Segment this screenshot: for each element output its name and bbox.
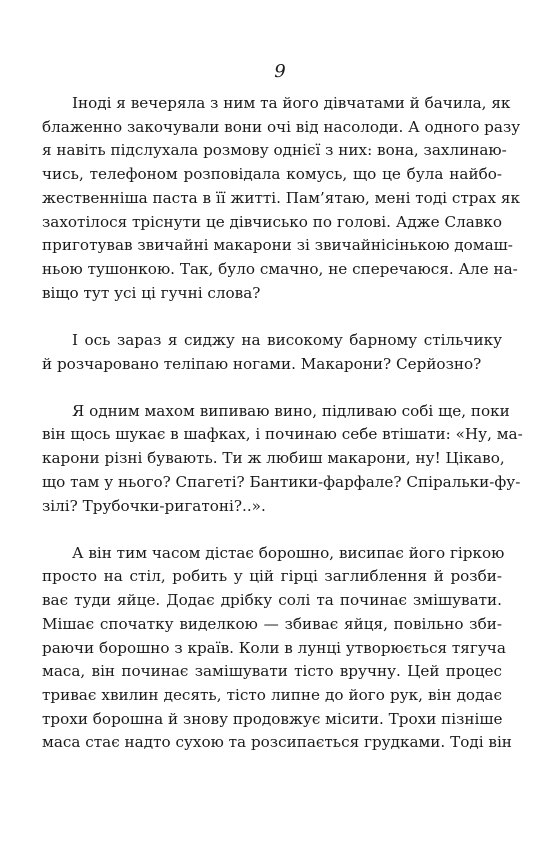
text-line: раючи борошно з країв. Коли в лунці утворюється тягуча bbox=[42, 638, 506, 657]
text-line: Мішає спочатку виделкою — збиває яйця, повільно зби- bbox=[42, 614, 502, 633]
page-number: 9 bbox=[274, 61, 286, 82]
text-line: ває туди яйце. Додає дрібку солі та починає змішувати. bbox=[42, 591, 502, 610]
text-line: я навіть підслухала розмову однієї з них: вона, захлинаю- bbox=[42, 141, 507, 160]
text-line: Я одним махом випиваю вино, підливаю собі ще, поки bbox=[72, 401, 510, 420]
text-line: Іноді я вечеряла з ним та його дівчатами й бачила, як bbox=[72, 94, 511, 112]
text-line: приготував звичайні макарони зі звичайнісінькою домаш- bbox=[42, 236, 513, 255]
paragraph bbox=[42, 400, 523, 519]
text-line: А він тим часом дістає борошно, висипає його гіркою bbox=[72, 543, 505, 562]
text-line: І ось зараз я сиджу на високому барному стільчику bbox=[72, 330, 502, 349]
text-line: трохи борошна й знову продовжує місити. Трохи пізніше bbox=[42, 709, 503, 728]
text-line: маса стає надто сухою та розсипається грудками. Тоді він bbox=[42, 733, 512, 752]
text-line: й розчаровано теліпаю ногами. Макарони? Серйозно? bbox=[42, 354, 482, 373]
text-line: блаженно закочували вони очі від насолоди. А одного разу bbox=[42, 117, 521, 136]
text-line: жественніша паста в її житті. Пам’ятаю, мені тоді страх як bbox=[42, 188, 521, 207]
text-line: ньою тушонкою. Так, було смачно, не сперечаюся. Але на- bbox=[42, 259, 518, 278]
text-line: триває хвилин десять, тісто липне до його рук, він додає bbox=[42, 685, 502, 704]
text-line: що там у нього? Спагеті? Бантики-фарфале? Спіральки-фу- bbox=[42, 472, 521, 491]
text-line: просто на стіл, робить у цій гірці заглиблення й розби- bbox=[42, 567, 502, 586]
text-line: маса, він починає замішувати тісто вручну. Цей процес bbox=[42, 662, 502, 681]
text-line: чись, телефоном розповідала комусь, що це була найбо- bbox=[42, 165, 502, 184]
paragraph bbox=[42, 92, 521, 305]
paragraph bbox=[42, 329, 502, 376]
text-line: віщо тут усі ці гучні слова? bbox=[42, 283, 261, 302]
text-line: він щось шукає в шафках, і починаю себе втішати: «Ну, ма- bbox=[42, 425, 523, 444]
text-line: зілі? Трубочки-ригатоні?..». bbox=[42, 496, 266, 515]
text-line: карони різні бувають. Ти ж любиш макарони, ну! Цікаво, bbox=[42, 449, 505, 468]
paragraph bbox=[42, 542, 512, 755]
body-text bbox=[42, 92, 523, 779]
text-line: захотілося тріснути це дівчисько по голові. Адже Славко bbox=[42, 212, 502, 231]
